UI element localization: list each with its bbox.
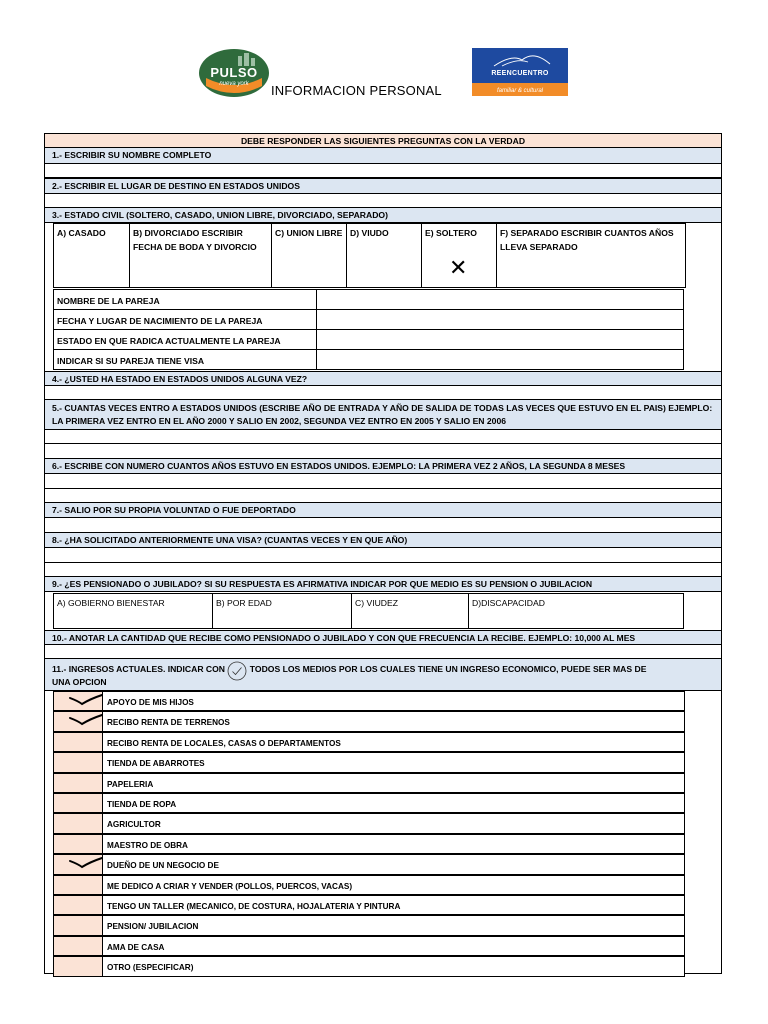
income-label: PENSION/ JUBILACION <box>103 915 685 935</box>
partner-visa-field[interactable] <box>316 349 684 370</box>
civil-option-viudo[interactable]: D) VIUDO <box>346 223 422 288</box>
answer-1-field[interactable] <box>45 164 721 178</box>
income-label: MAESTRO DE OBRA <box>103 834 685 854</box>
reencuentro-logo-sub: familiar & cultural <box>496 88 543 94</box>
pulso-logo <box>198 48 270 98</box>
income-label: TENGO UN TALLER (MECANICO, DE COSTURA, HOJALATERIA Y PINTURA <box>103 895 685 915</box>
list-item <box>45 711 721 731</box>
list-item <box>45 915 721 935</box>
income-list <box>45 691 721 974</box>
list-item <box>45 773 721 793</box>
pension-option-gobierno[interactable]: A) GOBIERNO BIENESTAR <box>53 593 213 629</box>
question-11-text: 11.- INGRESOS ACTUALES. INDICAR CON <box>52 664 226 674</box>
question-5: 5.- CUANTAS VECES ENTRO A ESTADOS UNIDOS (ESCRIBE AÑO DE ENTRADA Y AÑO DE SALIDA DE TODAS LAS VECES QUE ESTUVO EN EL PAIS) EJEMPLO: LA PRIMERA VEZ ENTRO EN EL AÑO 2000 Y SALIO EN 2002, SEGUNDA VEZ ENTRO EN 2005 Y SALIO EN 2006 <box>45 400 721 430</box>
list-item <box>45 834 721 854</box>
answer-2-field[interactable] <box>45 194 721 208</box>
civil-option-divorciado[interactable]: B) DIVORCIADO ESCRIBIR FECHA DE BODA Y DIVORCIO <box>129 223 272 288</box>
list-item <box>45 793 721 813</box>
answer-5-field[interactable] <box>45 430 721 444</box>
civil-option-casado[interactable]: A) CASADO <box>53 223 130 288</box>
income-checkbox[interactable] <box>53 813 103 833</box>
income-label: AMA DE CASA <box>103 936 685 956</box>
question-4: 4.- ¿USTED HA ESTADO EN ESTADOS UNIDOS ALGUNA VEZ? <box>45 371 721 386</box>
question-11-text-cont: TODOS LOS MEDIOS POR LOS CUALES TIENE UN INGRESO ECONOMICO, PUEDE SER MAS DE <box>249 664 647 674</box>
partner-birth-field[interactable] <box>316 309 684 330</box>
list-item <box>45 732 721 752</box>
answer-6-field-2[interactable] <box>45 489 721 503</box>
income-checkbox[interactable] <box>53 915 103 935</box>
question-1: 1.- ESCRIBIR SU NOMBRE COMPLETO <box>45 148 721 164</box>
question-3: 3.- ESTADO CIVIL (SOLTERO, CASADO, UNION LIBRE, DIVORCIADO, SEPARADO) <box>45 208 721 223</box>
income-checkbox[interactable] <box>53 895 103 915</box>
pension-option-edad[interactable]: B) POR EDAD <box>212 593 352 629</box>
income-label: DUEÑO DE UN NEGOCIO DE <box>103 854 685 874</box>
income-checkbox[interactable] <box>53 711 103 731</box>
answer-7-field[interactable] <box>45 518 721 533</box>
checkmark-icon <box>68 712 104 732</box>
partner-state-label: ESTADO EN QUE RADICA ACTUALMENTE LA PAREJA <box>53 329 317 350</box>
civil-option-soltero[interactable]: E) SOLTERO ✕ <box>421 223 497 288</box>
income-checkbox[interactable] <box>53 691 103 711</box>
income-label: RECIBO RENTA DE TERRENOS <box>103 711 685 731</box>
reencuentro-logo <box>472 48 568 96</box>
civil-option-separado[interactable]: F) SEPARADO ESCRIBIR CUANTOS AÑOS LLEVA SEPARADO <box>496 223 686 288</box>
income-label: AGRICULTOR <box>103 813 685 833</box>
list-item <box>45 936 721 956</box>
partner-name-label: NOMBRE DE LA PAREJA <box>53 289 317 310</box>
answer-4-field[interactable] <box>45 386 721 400</box>
answer-5-field-2[interactable] <box>45 444 721 459</box>
pension-option-discapacidad[interactable]: D)DISCAPACIDAD <box>468 593 684 629</box>
list-item <box>45 895 721 915</box>
income-checkbox[interactable] <box>53 854 103 874</box>
income-label: OTRO (ESPECIFICAR) <box>103 956 685 976</box>
personal-info-form <box>44 133 722 974</box>
income-checkbox[interactable] <box>53 834 103 854</box>
income-label: TIENDA DE ABARROTES <box>103 752 685 772</box>
list-item <box>45 854 721 874</box>
income-checkbox[interactable] <box>53 956 103 976</box>
list-item <box>45 875 721 895</box>
question-2: 2.- ESCRIBIR EL LUGAR DE DESTINO EN ESTADOS UNIDOS <box>45 178 721 194</box>
answer-8-field-2[interactable] <box>45 563 721 577</box>
income-checkbox[interactable] <box>53 732 103 752</box>
partner-visa-label: INDICAR SI SU PAREJA TIENE VISA <box>53 349 317 370</box>
check-circle-icon <box>227 661 247 672</box>
answer-8-field[interactable] <box>45 548 721 563</box>
income-checkbox[interactable] <box>53 752 103 772</box>
income-label: TIENDA DE ROPA <box>103 793 685 813</box>
pulso-logo-word: PULSO <box>210 65 258 80</box>
civil-option-union-libre[interactable]: C) UNION LIBRE <box>271 223 347 288</box>
list-item <box>45 813 721 833</box>
list-item <box>45 752 721 772</box>
list-item <box>45 691 721 711</box>
partner-state-field[interactable] <box>316 329 684 350</box>
question-8: 8.- ¿HA SOLICITADO ANTERIORMENTE UNA VISA? (CUANTAS VECES Y EN QUE AÑO) <box>45 533 721 548</box>
question-6: 6.- ESCRIBE CON NUMERO CUANTOS AÑOS ESTUVO EN ESTADOS UNIDOS. EJEMPLO: LA PRIMERA VEZ 2 AÑOS, LA SEGUNDA 8 MESES <box>45 459 721 474</box>
income-checkbox[interactable] <box>53 875 103 895</box>
list-item <box>45 956 721 976</box>
pulso-logo-sub: nueva york <box>219 81 249 87</box>
question-10: 10.- ANOTAR LA CANTIDAD QUE RECIBE COMO PENSIONADO O JUBILADO Y CON QUE FRECUENCIA LA RECIBE. EJEMPLO: 10,000 AL MES <box>45 630 721 645</box>
income-label: PAPELERIA <box>103 773 685 793</box>
question-11 <box>45 659 721 691</box>
reencuentro-logo-word: REENCUENTRO <box>491 70 549 77</box>
income-label: APOYO DE MIS HIJOS <box>103 691 685 711</box>
answer-10-field[interactable] <box>45 645 721 659</box>
income-checkbox[interactable] <box>53 793 103 813</box>
checkmark-icon <box>68 692 104 712</box>
answer-6-field[interactable] <box>45 474 721 489</box>
partner-birth-label: FECHA Y LUGAR DE NACIMIENTO DE LA PAREJA <box>53 309 317 330</box>
income-checkbox[interactable] <box>53 773 103 793</box>
form-intro: DEBE RESPONDER LAS SIGUIENTES PREGUNTAS CON LA VERDAD <box>45 134 721 148</box>
pension-option-viudez[interactable]: C) VIUDEZ <box>351 593 469 629</box>
x-mark-icon: ✕ <box>449 255 468 280</box>
income-checkbox[interactable] <box>53 936 103 956</box>
question-11-text-end: UNA OPCION <box>52 677 107 687</box>
income-label: ME DEDICO A CRIAR Y VENDER (POLLOS, PUERCOS, VACAS) <box>103 875 685 895</box>
page-title: INFORMACION PERSONAL <box>271 83 442 98</box>
checkmark-icon <box>68 855 104 875</box>
income-label: RECIBO RENTA DE LOCALES, CASAS O DEPARTAMENTOS <box>103 732 685 752</box>
partner-name-field[interactable] <box>316 289 684 310</box>
question-9: 9.- ¿ES PENSIONADO O JUBILADO? SI SU RESPUESTA ES AFIRMATIVA INDICAR POR QUE MEDIO ES SU PENSION O JUBILACION <box>45 577 721 592</box>
question-7: 7.- SALIO POR SU PROPIA VOLUNTAD O FUE DEPORTADO <box>45 503 721 518</box>
